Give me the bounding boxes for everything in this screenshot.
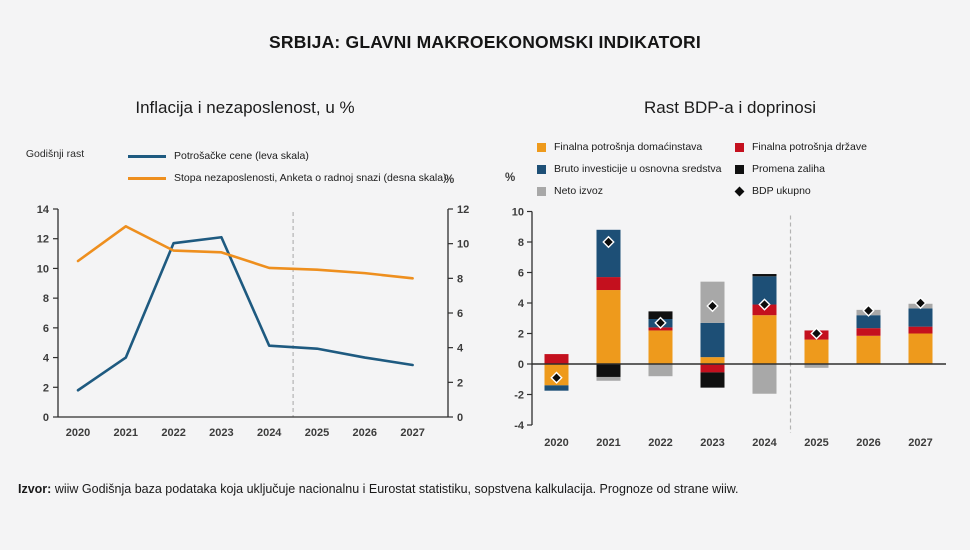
svg-text:6: 6 (457, 308, 464, 320)
legend-label: Bruto investicije u osnovna sredstva (554, 163, 722, 175)
source-text: wiiw Godišnja baza podataka koja uključuje nacionalnu i Eurostat statistiku, sopstvena kalkulacija. Prognoze od strane wiiw. (51, 482, 739, 496)
left-axis-unit-label: Godišnji rast (25, 148, 85, 160)
legend-label: Finalna potrošnja države (752, 141, 867, 153)
svg-text:2022: 2022 (161, 427, 186, 439)
svg-text:2025: 2025 (804, 437, 829, 449)
svg-text:2020: 2020 (544, 437, 569, 449)
svg-text:12: 12 (457, 204, 470, 216)
legend-item-inventories (735, 163, 825, 175)
svg-text:8: 8 (457, 273, 464, 286)
legend-label: Neto izvoz (554, 185, 604, 197)
svg-text:2022: 2022 (648, 437, 673, 449)
svg-text:2020: 2020 (65, 427, 91, 439)
unemployment-line-swatch-icon (128, 177, 166, 180)
svg-text:0: 0 (457, 412, 464, 424)
svg-text:10: 10 (511, 206, 524, 219)
svg-text:2027: 2027 (908, 437, 933, 449)
left-chart-title: Inflacija i nezaposlenost, u % (135, 98, 355, 117)
consumer-prices-line-swatch-icon (128, 155, 166, 158)
svg-text:-2: -2 (514, 389, 524, 402)
household-consumption-swatch-icon (537, 143, 546, 152)
svg-text:2024: 2024 (256, 427, 282, 439)
legend-item-household-consumption (537, 141, 702, 153)
legend-label: BDP ukupno (752, 185, 811, 197)
svg-text:2027: 2027 (400, 427, 425, 439)
legend-item-unemployment (128, 172, 447, 184)
svg-text:2023: 2023 (700, 437, 725, 449)
inflation-unemployment-chart (20, 195, 470, 447)
source-label: Izvor: (18, 482, 52, 496)
svg-text:2025: 2025 (304, 427, 330, 439)
legend-label: Stopa nezaposlenosti, Anketa o radnoj snazi (desna skala) (174, 172, 447, 184)
svg-text:4: 4 (42, 352, 49, 365)
svg-text:2021: 2021 (113, 427, 139, 439)
svg-text:2026: 2026 (352, 427, 378, 439)
svg-text:2021: 2021 (596, 437, 621, 449)
legend-label: Finalna potrošnja domaćinstava (554, 141, 703, 153)
svg-text:12: 12 (36, 233, 49, 246)
svg-text:2024: 2024 (752, 437, 777, 449)
page-title: SRBIJA: GLAVNI MAKROEKONOMSKI INDIKATORI (269, 32, 701, 52)
source-note (18, 482, 739, 496)
svg-text:-4: -4 (514, 420, 524, 432)
svg-text:2: 2 (42, 382, 49, 395)
legend-label: Promena zaliha (752, 163, 825, 175)
svg-text:2: 2 (457, 377, 464, 390)
svg-text:0: 0 (517, 359, 524, 371)
svg-text:8: 8 (42, 293, 49, 306)
legend-item-government-consumption (735, 141, 867, 153)
svg-text:2: 2 (517, 328, 524, 341)
svg-text:8: 8 (517, 237, 524, 249)
svg-text:10: 10 (36, 263, 49, 276)
legend-label: Potrošačke cene (leva skala) (174, 150, 309, 162)
svg-text:2026: 2026 (856, 437, 881, 449)
inventories-swatch-icon (735, 165, 744, 174)
svg-text:10: 10 (457, 238, 470, 251)
left-chart-right-axis-percent-label: % (444, 174, 455, 186)
legend-item-consumer-prices (128, 150, 309, 162)
svg-text:14: 14 (36, 204, 49, 216)
svg-text:6: 6 (42, 322, 49, 335)
government-consumption-swatch-icon (735, 143, 744, 152)
svg-text:0: 0 (42, 412, 49, 424)
right-chart-axis-percent-label: % (505, 172, 516, 184)
legend-item-gross-investment (537, 163, 722, 175)
svg-text:2023: 2023 (209, 427, 234, 439)
gross-investment-swatch-icon (537, 165, 546, 174)
gdp-contributions-chart (500, 195, 960, 450)
svg-text:6: 6 (517, 267, 524, 280)
right-chart-title: Rast BDP-a i doprinosi (644, 98, 816, 117)
svg-text:4: 4 (517, 298, 524, 310)
svg-text:4: 4 (457, 342, 464, 355)
